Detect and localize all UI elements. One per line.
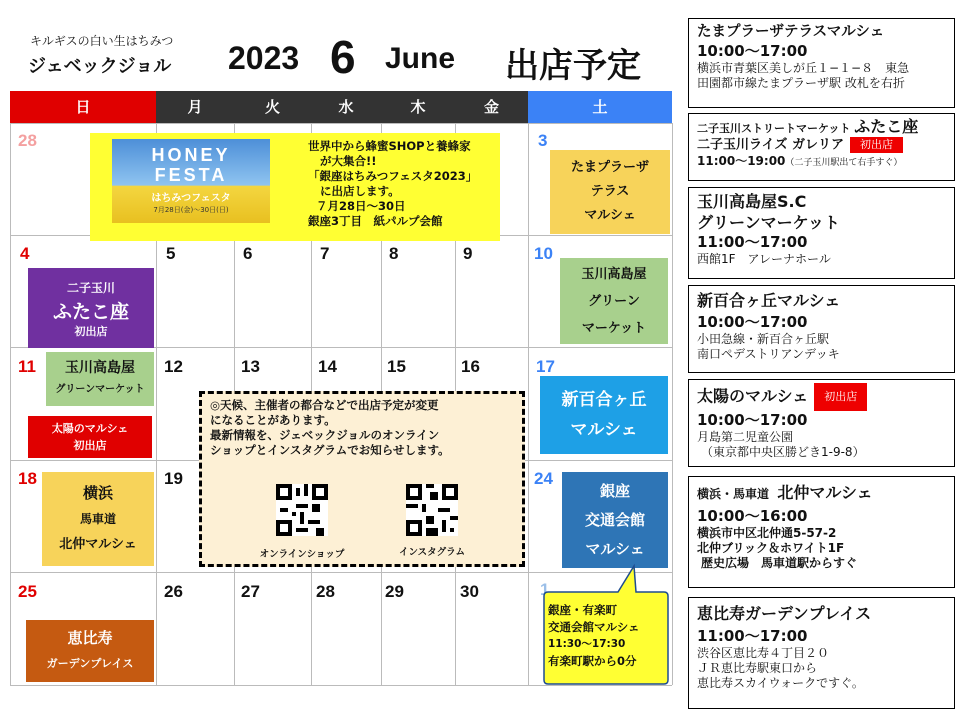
venue-subtitle: グリーンマーケット bbox=[697, 213, 840, 232]
day-number: 29 bbox=[385, 582, 404, 601]
event-label: 横浜 bbox=[82, 484, 113, 502]
day-number: 1 bbox=[540, 580, 550, 599]
venue-time: 10:00〜17:00 bbox=[697, 42, 808, 60]
venue-card bbox=[688, 113, 955, 181]
event-label: 太陽のマルシェ bbox=[51, 422, 129, 435]
text-line: になることがあります。 bbox=[210, 413, 336, 427]
event-label: マルシェ bbox=[584, 208, 636, 223]
qr-online-shop-label: オンラインショップ bbox=[259, 549, 345, 560]
text-line: に出店します。 bbox=[320, 184, 400, 198]
day-number: 4 bbox=[20, 244, 30, 263]
venue-card bbox=[688, 285, 955, 373]
day-number: 10 bbox=[534, 244, 553, 263]
day-number: 6 bbox=[243, 244, 253, 263]
venue-time: 10:00〜17:00 bbox=[697, 411, 808, 429]
venue-card bbox=[688, 597, 955, 709]
weekday-mon: 月 bbox=[156, 91, 234, 123]
venue-address: 西館1F アレーナホール bbox=[697, 251, 831, 266]
qr-instagram-label: インスタグラム bbox=[398, 547, 466, 558]
event-label: ふたこ座 bbox=[52, 301, 129, 323]
brand-name: ジェベックジョル bbox=[28, 56, 172, 77]
month-name: June bbox=[385, 42, 456, 75]
day-number: 12 bbox=[164, 357, 183, 376]
notice-box bbox=[199, 391, 525, 567]
weekday-sat: 土 bbox=[528, 91, 672, 123]
venue-title: 二子玉川ストリートマーケット bbox=[697, 122, 851, 135]
grid-line bbox=[10, 123, 11, 685]
event-label: 恵比寿 bbox=[67, 629, 113, 647]
month-number: 6 bbox=[330, 31, 356, 83]
year: 2023 bbox=[228, 40, 300, 76]
honey-festa-banner bbox=[112, 139, 270, 223]
event-label: 交通会館 bbox=[584, 510, 645, 529]
text-line: 「銀座はちみつフェスタ2023」 bbox=[308, 169, 478, 183]
day-number: 28 bbox=[316, 582, 335, 601]
text-line: ショップとインスタグラムでお知らせします。 bbox=[210, 443, 450, 457]
day-number: 28 bbox=[18, 131, 37, 150]
day-number: 24 bbox=[534, 469, 553, 488]
event-label: グリーンマーケット bbox=[55, 384, 145, 395]
venue-address: （東京都中央区勝どき1-9-8） bbox=[701, 444, 865, 459]
notice-text bbox=[210, 398, 450, 458]
day-number: 18 bbox=[18, 469, 37, 488]
event-futako-za bbox=[28, 268, 154, 348]
day-number: 9 bbox=[463, 244, 473, 263]
event-tama-plaza bbox=[550, 150, 670, 234]
venue-address: 横浜市中区北仲通5-57-2 bbox=[697, 525, 837, 540]
event-label: 初出店 bbox=[74, 325, 108, 338]
page-title: 出店予定 bbox=[505, 46, 641, 86]
text-line: 有楽町駅から0分 bbox=[548, 654, 637, 668]
day-number: 11 bbox=[18, 357, 36, 376]
venue-card bbox=[688, 379, 955, 467]
day-number: 15 bbox=[387, 357, 406, 376]
text-line: 最新情報を、ジェベックジョルのオンライン bbox=[210, 428, 440, 442]
day-number: 17 bbox=[536, 357, 555, 376]
banner-title: HONEY bbox=[151, 145, 231, 165]
weekday-wed: 水 bbox=[311, 91, 381, 123]
venue-address: ＪＲ恵比寿駅東口から bbox=[697, 660, 818, 675]
venue-address: 渋谷区恵比寿４丁目２０ bbox=[697, 645, 830, 660]
brand-subtitle: キルギスの白い生はちみつ bbox=[30, 34, 174, 48]
event-taiyo bbox=[28, 416, 152, 458]
event-label: マルシェ bbox=[585, 539, 645, 558]
venue-note: （二子玉川駅出て右手すぐ） bbox=[785, 157, 903, 168]
venue-title: 横浜・馬車道 bbox=[697, 487, 770, 501]
venue-title: 太陽のマルシェ bbox=[697, 386, 809, 406]
venue-time: 11:00〜17:00 bbox=[697, 233, 808, 251]
grid-line bbox=[528, 123, 529, 685]
event-label: 馬車道 bbox=[79, 512, 116, 526]
venue-time: 10:00〜16:00 bbox=[697, 507, 808, 525]
event-ebisu bbox=[26, 620, 154, 682]
text-line: 世界中から蜂蜜SHOPと養蜂家 bbox=[308, 139, 471, 153]
venue-address: 南口ペデストリアンデッキ bbox=[697, 346, 840, 361]
qr-instagram[interactable] bbox=[406, 484, 458, 536]
day-number: 14 bbox=[318, 357, 337, 376]
text-line: 交通会館マルシェ bbox=[548, 620, 640, 634]
event-label: 玉川高島屋 bbox=[65, 360, 135, 376]
venue-title: ふたこ座 bbox=[854, 117, 919, 136]
venue-title: 恵比寿ガーデンプレイス bbox=[697, 604, 872, 623]
day-number: 27 bbox=[241, 582, 260, 601]
event-label: ガーデンプレイス bbox=[46, 657, 134, 670]
venue-title: 新百合ヶ丘マルシェ bbox=[697, 291, 841, 310]
day-number: 5 bbox=[166, 244, 176, 263]
day-number: 7 bbox=[320, 244, 330, 263]
honey-festa-text bbox=[308, 139, 477, 229]
venue-address: 北仲ブリック＆ホワイト1F bbox=[697, 540, 845, 555]
day-number: 13 bbox=[241, 357, 260, 376]
venue-address: 歴史広場 馬車道駅からすぐ bbox=[701, 555, 858, 570]
weekday-sun: 日 bbox=[10, 91, 156, 123]
day-number: 26 bbox=[164, 582, 183, 601]
venue-card bbox=[688, 476, 955, 588]
banner-date: 7月28日(金)〜30日(日) bbox=[153, 206, 229, 214]
venue-card bbox=[688, 187, 955, 279]
event-label: グリーン bbox=[588, 293, 640, 309]
event-label: 新百合ヶ丘 bbox=[561, 390, 647, 410]
text-line: ７月28日〜30日 bbox=[316, 199, 406, 213]
first-time-badge: 初出店 bbox=[814, 383, 867, 411]
event-label: たまプラーザ bbox=[570, 160, 649, 175]
day-number: 3 bbox=[538, 131, 548, 150]
event-tamagawa-11 bbox=[46, 352, 154, 406]
venue-address: 小田急線・新百合ヶ丘駅 bbox=[697, 331, 830, 346]
venue-title: たまプラーザテラスマルシェ bbox=[697, 24, 885, 40]
text-line: 銀座3丁目 紙パルプ会館 bbox=[308, 214, 443, 228]
weekday-tue: 火 bbox=[234, 91, 311, 123]
honey-festa-block bbox=[90, 133, 500, 241]
venue-title: 玉川高島屋S.C bbox=[697, 192, 807, 211]
venue-subtitle: 二子玉川ライズ ガレリア bbox=[697, 137, 845, 153]
day-number: 30 bbox=[460, 582, 479, 601]
event-label: 北仲マルシェ bbox=[59, 537, 137, 552]
venue-title: 北仲マルシェ bbox=[777, 483, 873, 502]
venue-address: 恵比寿スカイウォークですぐ。 bbox=[697, 675, 864, 690]
event-label: 二子玉川 bbox=[66, 281, 115, 295]
event-label: マルシェ bbox=[570, 420, 638, 440]
event-label: 初出店 bbox=[73, 439, 107, 452]
grid-line bbox=[10, 123, 672, 124]
venue-address: 月島第二児童公園 bbox=[697, 429, 794, 444]
venue-card bbox=[688, 18, 955, 108]
venue-address: 田園都市線たまプラーザ駅 改札を右折 bbox=[697, 75, 905, 90]
banner-title: FESTA bbox=[154, 165, 228, 185]
event-shinyuri bbox=[540, 376, 668, 454]
venue-time: 10:00〜17:00 bbox=[697, 313, 808, 331]
day-number: 16 bbox=[461, 357, 480, 376]
day-number: 8 bbox=[389, 244, 399, 263]
text-line: 11:30〜17:30 bbox=[548, 638, 626, 650]
event-yokohama bbox=[42, 472, 154, 566]
text-line: が大集合!! bbox=[320, 154, 377, 168]
event-label: テラス bbox=[590, 184, 630, 199]
weekday-thu: 木 bbox=[381, 91, 455, 123]
text-line: 銀座・有楽町 bbox=[548, 603, 617, 617]
event-label: 銀座 bbox=[599, 481, 630, 500]
banner-jp: はちみつフェスタ bbox=[151, 193, 231, 204]
grid-line bbox=[672, 123, 673, 685]
weekday-fri: 金 bbox=[455, 91, 528, 123]
venue-address: 横浜市青葉区美しが丘１−１−８ 東急 bbox=[697, 60, 910, 75]
day-number: 25 bbox=[18, 582, 37, 601]
day-number: 19 bbox=[164, 469, 183, 488]
event-ginza bbox=[562, 472, 668, 568]
callout-text bbox=[548, 602, 666, 670]
first-time-badge: 初出店 bbox=[850, 137, 903, 153]
venue-time: 11:00〜19:00 bbox=[697, 153, 786, 168]
venue-time: 11:00〜17:00 bbox=[697, 627, 808, 645]
event-label: マーケット bbox=[581, 320, 647, 336]
event-tamagawa-10 bbox=[560, 258, 668, 344]
text-line: ◎天候、主催者の都合などで出店予定が変更 bbox=[210, 398, 439, 412]
event-label: 玉川高島屋 bbox=[581, 266, 647, 282]
qr-online-shop[interactable] bbox=[276, 484, 328, 536]
